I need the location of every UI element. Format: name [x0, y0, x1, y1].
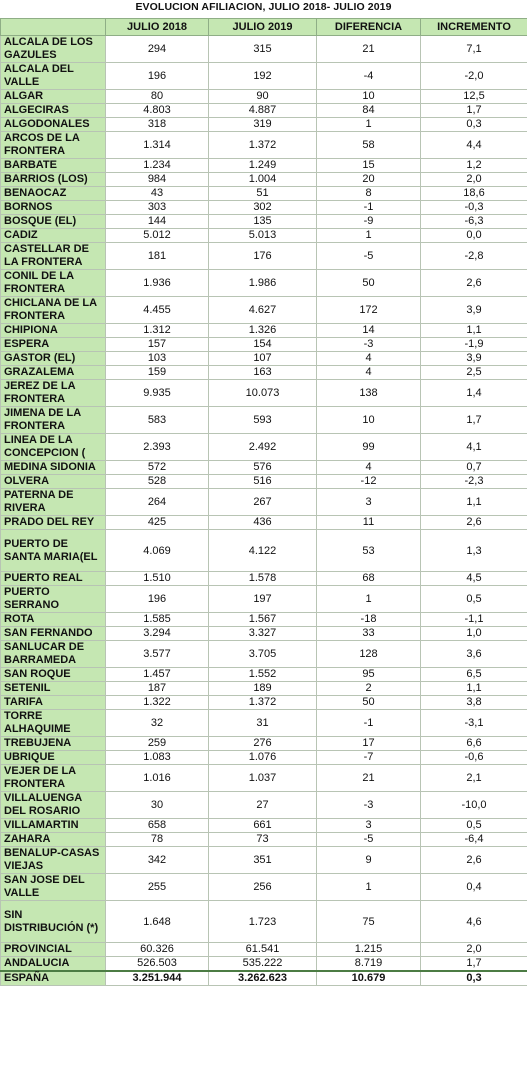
table-row — [1, 957, 527, 972]
increment-cell: 1,0 — [421, 627, 527, 641]
increment-cell: 1,7 — [421, 957, 527, 972]
increment-cell: 1,2 — [421, 159, 527, 173]
july-2018-cell: 528 — [106, 475, 209, 489]
increment-cell: -10,0 — [421, 792, 527, 819]
municipality-cell: BARRIOS (LOS) — [1, 173, 106, 187]
increment-cell: -0,6 — [421, 751, 527, 765]
difference-cell: 4 — [317, 366, 421, 380]
difference-cell: 75 — [317, 901, 421, 943]
july-2018-cell: 80 — [106, 90, 209, 104]
increment-cell: -2,8 — [421, 243, 527, 270]
increment-cell: 1,7 — [421, 407, 527, 434]
municipality-cell: TREBUJENA — [1, 737, 106, 751]
increment-cell: 3,9 — [421, 352, 527, 366]
increment-cell: 7,1 — [421, 36, 527, 63]
july-2019-cell: 107 — [209, 352, 317, 366]
july-2019-cell: 3.705 — [209, 641, 317, 668]
july-2019-cell: 176 — [209, 243, 317, 270]
july-2018-cell: 3.577 — [106, 641, 209, 668]
increment-cell: -3,1 — [421, 710, 527, 737]
july-2019-cell: 1.372 — [209, 132, 317, 159]
table-row — [1, 352, 527, 366]
increment-cell: 18,6 — [421, 187, 527, 201]
difference-cell: 10 — [317, 407, 421, 434]
increment-cell: 1,1 — [421, 489, 527, 516]
july-2018-cell: 2.393 — [106, 434, 209, 461]
difference-cell: 14 — [317, 324, 421, 338]
july-2018-cell: 303 — [106, 201, 209, 215]
table-row — [1, 243, 527, 270]
difference-cell: 58 — [317, 132, 421, 159]
municipality-cell: BORNOS — [1, 201, 106, 215]
july-2018-cell: 1.016 — [106, 765, 209, 792]
difference-cell: -5 — [317, 243, 421, 270]
total-july-2018-cell: 3.251.944 — [106, 971, 209, 986]
increment-cell: 3,6 — [421, 641, 527, 668]
july-2019-cell: 1.037 — [209, 765, 317, 792]
municipality-cell: ZAHARA — [1, 833, 106, 847]
july-2019-cell: 1.249 — [209, 159, 317, 173]
increment-cell: 0,3 — [421, 118, 527, 132]
municipality-cell: ARCOS DE LA FRONTERA — [1, 132, 106, 159]
municipality-cell: GRAZALEMA — [1, 366, 106, 380]
increment-cell: 1,1 — [421, 682, 527, 696]
table-row — [1, 696, 527, 710]
increment-cell: -1,1 — [421, 613, 527, 627]
difference-cell: -12 — [317, 475, 421, 489]
table-row — [1, 627, 527, 641]
july-2018-cell: 144 — [106, 215, 209, 229]
difference-cell: -3 — [317, 338, 421, 352]
table-row — [1, 132, 527, 159]
july-2019-cell: 189 — [209, 682, 317, 696]
table-row — [1, 270, 527, 297]
difference-cell: 8.719 — [317, 957, 421, 972]
difference-cell: 21 — [317, 36, 421, 63]
table-row — [1, 765, 527, 792]
table-row — [1, 833, 527, 847]
municipality-cell: CHICLANA DE LA FRONTERA — [1, 297, 106, 324]
increment-cell: 2,0 — [421, 943, 527, 957]
difference-cell: 15 — [317, 159, 421, 173]
july-2019-cell: 4.627 — [209, 297, 317, 324]
table-row — [1, 63, 527, 90]
table-row — [1, 215, 527, 229]
july-2018-cell: 103 — [106, 352, 209, 366]
july-2019-cell: 2.492 — [209, 434, 317, 461]
increment-cell: 2,6 — [421, 270, 527, 297]
july-2019-cell: 90 — [209, 90, 317, 104]
increment-cell: -1,9 — [421, 338, 527, 352]
header-municipality — [1, 19, 106, 36]
header-july-2018: JULIO 2018 — [106, 19, 209, 36]
municipality-cell: CASTELLAR DE LA FRONTERA — [1, 243, 106, 270]
difference-cell: 138 — [317, 380, 421, 407]
july-2018-cell: 4.069 — [106, 530, 209, 572]
table-row — [1, 338, 527, 352]
july-2018-cell: 1.083 — [106, 751, 209, 765]
july-2018-cell: 1.314 — [106, 132, 209, 159]
difference-cell: 3 — [317, 489, 421, 516]
municipality-cell: SETENIL — [1, 682, 106, 696]
july-2019-cell: 5.013 — [209, 229, 317, 243]
increment-cell: 1,1 — [421, 324, 527, 338]
july-2018-cell: 255 — [106, 874, 209, 901]
july-2018-cell: 572 — [106, 461, 209, 475]
header-row — [1, 19, 527, 36]
july-2019-cell: 3.327 — [209, 627, 317, 641]
difference-cell: 3 — [317, 819, 421, 833]
july-2019-cell: 4.122 — [209, 530, 317, 572]
difference-cell: -9 — [317, 215, 421, 229]
difference-cell: 53 — [317, 530, 421, 572]
difference-cell: 8 — [317, 187, 421, 201]
difference-cell: 128 — [317, 641, 421, 668]
difference-cell: 172 — [317, 297, 421, 324]
municipality-cell: PROVINCIAL — [1, 943, 106, 957]
municipality-cell: UBRIQUE — [1, 751, 106, 765]
july-2019-cell: 192 — [209, 63, 317, 90]
table-row — [1, 572, 527, 586]
table-row — [1, 475, 527, 489]
table-row — [1, 668, 527, 682]
july-2019-cell: 256 — [209, 874, 317, 901]
difference-cell: -5 — [317, 833, 421, 847]
increment-cell: 2,5 — [421, 366, 527, 380]
july-2019-cell: 1.723 — [209, 901, 317, 943]
municipality-cell: GASTOR (EL) — [1, 352, 106, 366]
july-2019-cell: 436 — [209, 516, 317, 530]
total-difference-cell: 10.679 — [317, 971, 421, 986]
july-2019-cell: 1.578 — [209, 572, 317, 586]
difference-cell: -1 — [317, 201, 421, 215]
july-2019-cell: 267 — [209, 489, 317, 516]
july-2019-cell: 1.326 — [209, 324, 317, 338]
municipality-cell: SAN FERNANDO — [1, 627, 106, 641]
july-2019-cell: 197 — [209, 586, 317, 613]
table-row — [1, 229, 527, 243]
july-2018-cell: 342 — [106, 847, 209, 874]
total-row — [1, 971, 527, 986]
july-2019-cell: 51 — [209, 187, 317, 201]
july-2019-cell: 319 — [209, 118, 317, 132]
municipality-cell: ANDALUCIA — [1, 957, 106, 972]
municipality-cell: BENALUP-CASAS VIEJAS — [1, 847, 106, 874]
increment-cell: 0,4 — [421, 874, 527, 901]
july-2018-cell: 1.312 — [106, 324, 209, 338]
july-2019-cell: 154 — [209, 338, 317, 352]
table-row — [1, 187, 527, 201]
table-row — [1, 324, 527, 338]
increment-cell: -2,3 — [421, 475, 527, 489]
increment-cell: 6,5 — [421, 668, 527, 682]
increment-cell: 0,5 — [421, 819, 527, 833]
increment-cell: 1,3 — [421, 530, 527, 572]
july-2018-cell: 196 — [106, 586, 209, 613]
table-row — [1, 159, 527, 173]
july-2018-cell: 264 — [106, 489, 209, 516]
table-row — [1, 819, 527, 833]
july-2019-cell: 661 — [209, 819, 317, 833]
july-2018-cell: 60.326 — [106, 943, 209, 957]
july-2018-cell: 1.585 — [106, 613, 209, 627]
difference-cell: 1 — [317, 874, 421, 901]
table-row — [1, 901, 527, 943]
header-increment: INCREMENTO — [421, 19, 527, 36]
increment-cell: -2,0 — [421, 63, 527, 90]
july-2018-cell: 1.457 — [106, 668, 209, 682]
difference-cell: 10 — [317, 90, 421, 104]
july-2019-cell: 1.004 — [209, 173, 317, 187]
increment-cell: 6,6 — [421, 737, 527, 751]
difference-cell: 50 — [317, 270, 421, 297]
difference-cell: 33 — [317, 627, 421, 641]
increment-cell: 2,0 — [421, 173, 527, 187]
page-title: EVOLUCION AFILIACION, JULIO 2018- JULIO 2019 — [135, 1, 392, 13]
municipality-cell: PUERTO REAL — [1, 572, 106, 586]
difference-cell: 20 — [317, 173, 421, 187]
difference-cell: 4 — [317, 461, 421, 475]
increment-cell: 4,5 — [421, 572, 527, 586]
increment-cell: 1,4 — [421, 380, 527, 407]
july-2019-cell: 135 — [209, 215, 317, 229]
difference-cell: -7 — [317, 751, 421, 765]
increment-cell: 3,8 — [421, 696, 527, 710]
july-2018-cell: 1.936 — [106, 270, 209, 297]
increment-cell: 2,1 — [421, 765, 527, 792]
july-2019-cell: 61.541 — [209, 943, 317, 957]
table-row — [1, 943, 527, 957]
table-row — [1, 530, 527, 572]
table-row — [1, 874, 527, 901]
affiliation-table — [0, 18, 527, 986]
difference-cell: 50 — [317, 696, 421, 710]
july-2018-cell: 1.234 — [106, 159, 209, 173]
table-row — [1, 297, 527, 324]
july-2019-cell: 1.567 — [209, 613, 317, 627]
july-2019-cell: 1.372 — [209, 696, 317, 710]
july-2018-cell: 196 — [106, 63, 209, 90]
july-2018-cell: 4.803 — [106, 104, 209, 118]
municipality-cell: ALCALA DEL VALLE — [1, 63, 106, 90]
table-row — [1, 516, 527, 530]
increment-cell: 0,7 — [421, 461, 527, 475]
difference-cell: 95 — [317, 668, 421, 682]
municipality-cell: ROTA — [1, 613, 106, 627]
july-2019-cell: 4.887 — [209, 104, 317, 118]
difference-cell: -4 — [317, 63, 421, 90]
municipality-cell: CADIZ — [1, 229, 106, 243]
july-2018-cell: 187 — [106, 682, 209, 696]
table-row — [1, 792, 527, 819]
table-row — [1, 489, 527, 516]
difference-cell: -18 — [317, 613, 421, 627]
july-2018-cell: 5.012 — [106, 229, 209, 243]
table-row — [1, 118, 527, 132]
increment-cell: 12,5 — [421, 90, 527, 104]
july-2019-cell: 1.986 — [209, 270, 317, 297]
july-2018-cell: 3.294 — [106, 627, 209, 641]
increment-cell: 2,6 — [421, 516, 527, 530]
july-2019-cell: 27 — [209, 792, 317, 819]
july-2018-cell: 425 — [106, 516, 209, 530]
difference-cell: 99 — [317, 434, 421, 461]
july-2018-cell: 30 — [106, 792, 209, 819]
table-row — [1, 847, 527, 874]
table-row — [1, 613, 527, 627]
table-row — [1, 641, 527, 668]
municipality-cell: PATERNA DE RIVERA — [1, 489, 106, 516]
table-row — [1, 586, 527, 613]
increment-cell: 4,6 — [421, 901, 527, 943]
municipality-cell: VEJER DE LA FRONTERA — [1, 765, 106, 792]
municipality-cell: VILLALUENGA DEL ROSARIO — [1, 792, 106, 819]
difference-cell: 1 — [317, 229, 421, 243]
difference-cell: 17 — [317, 737, 421, 751]
table-row — [1, 737, 527, 751]
increment-cell: 3,9 — [421, 297, 527, 324]
table-row — [1, 380, 527, 407]
increment-cell: 4,1 — [421, 434, 527, 461]
municipality-cell: SIN DISTRIBUCIÓN (*) — [1, 901, 106, 943]
increment-cell: 0,0 — [421, 229, 527, 243]
difference-cell: 1.215 — [317, 943, 421, 957]
table-body — [1, 36, 527, 986]
july-2018-cell: 32 — [106, 710, 209, 737]
july-2018-cell: 9.935 — [106, 380, 209, 407]
difference-cell: 4 — [317, 352, 421, 366]
municipality-cell: BARBATE — [1, 159, 106, 173]
increment-cell: 1,7 — [421, 104, 527, 118]
municipality-cell: TARIFA — [1, 696, 106, 710]
july-2018-cell: 43 — [106, 187, 209, 201]
municipality-cell: JEREZ DE LA FRONTERA — [1, 380, 106, 407]
municipality-cell: CHIPIONA — [1, 324, 106, 338]
july-2018-cell: 159 — [106, 366, 209, 380]
municipality-cell: ALGODONALES — [1, 118, 106, 132]
difference-cell: 21 — [317, 765, 421, 792]
municipality-cell: ALCALA DE LOS GAZULES — [1, 36, 106, 63]
july-2019-cell: 315 — [209, 36, 317, 63]
july-2018-cell: 4.455 — [106, 297, 209, 324]
table-row — [1, 751, 527, 765]
july-2018-cell: 181 — [106, 243, 209, 270]
difference-cell: 1 — [317, 586, 421, 613]
july-2019-cell: 593 — [209, 407, 317, 434]
municipality-cell: BENAOCAZ — [1, 187, 106, 201]
july-2018-cell: 78 — [106, 833, 209, 847]
increment-cell: 4,4 — [421, 132, 527, 159]
july-2018-cell: 583 — [106, 407, 209, 434]
table-row — [1, 201, 527, 215]
difference-cell: -1 — [317, 710, 421, 737]
municipality-cell: LINEA DE LA CONCEPCION ( — [1, 434, 106, 461]
july-2019-cell: 10.073 — [209, 380, 317, 407]
difference-cell: 84 — [317, 104, 421, 118]
municipality-cell: ESPERA — [1, 338, 106, 352]
july-2019-cell: 351 — [209, 847, 317, 874]
difference-cell: 1 — [317, 118, 421, 132]
municipality-cell: BOSQUE (EL) — [1, 215, 106, 229]
july-2018-cell: 1.648 — [106, 901, 209, 943]
table-row — [1, 407, 527, 434]
july-2019-cell: 73 — [209, 833, 317, 847]
table-row — [1, 173, 527, 187]
table-row — [1, 461, 527, 475]
difference-cell: 2 — [317, 682, 421, 696]
municipality-cell: CONIL DE LA FRONTERA — [1, 270, 106, 297]
july-2018-cell: 1.322 — [106, 696, 209, 710]
difference-cell: 68 — [317, 572, 421, 586]
table-row — [1, 36, 527, 63]
july-2019-cell: 302 — [209, 201, 317, 215]
july-2019-cell: 31 — [209, 710, 317, 737]
table-row — [1, 90, 527, 104]
july-2019-cell: 163 — [209, 366, 317, 380]
municipality-cell: SAN JOSE DEL VALLE — [1, 874, 106, 901]
total-increment-cell: 0,3 — [421, 971, 527, 986]
increment-cell: -6,3 — [421, 215, 527, 229]
total-july-2019-cell: 3.262.623 — [209, 971, 317, 986]
july-2018-cell: 318 — [106, 118, 209, 132]
municipality-cell: TORRE ALHAQUIME — [1, 710, 106, 737]
table-row — [1, 682, 527, 696]
july-2018-cell: 1.510 — [106, 572, 209, 586]
municipality-cell: VILLAMARTIN — [1, 819, 106, 833]
table-row — [1, 104, 527, 118]
header-difference: DIFERENCIA — [317, 19, 421, 36]
municipality-cell: ALGAR — [1, 90, 106, 104]
municipality-cell: OLVERA — [1, 475, 106, 489]
increment-cell: 0,5 — [421, 586, 527, 613]
july-2019-cell: 576 — [209, 461, 317, 475]
increment-cell: 2,6 — [421, 847, 527, 874]
july-2019-cell: 1.076 — [209, 751, 317, 765]
difference-cell: -3 — [317, 792, 421, 819]
july-2018-cell: 984 — [106, 173, 209, 187]
july-2018-cell: 259 — [106, 737, 209, 751]
municipality-cell: JIMENA DE LA FRONTERA — [1, 407, 106, 434]
total-name-cell: ESPAÑA — [1, 971, 106, 986]
municipality-cell: PUERTO DE SANTA MARIA(EL — [1, 530, 106, 572]
july-2019-cell: 535.222 — [209, 957, 317, 972]
table-row — [1, 434, 527, 461]
difference-cell: 9 — [317, 847, 421, 874]
municipality-cell: MEDINA SIDONIA — [1, 461, 106, 475]
table-row — [1, 710, 527, 737]
july-2019-cell: 1.552 — [209, 668, 317, 682]
july-2019-cell: 516 — [209, 475, 317, 489]
increment-cell: -0,3 — [421, 201, 527, 215]
municipality-cell: SAN ROQUE — [1, 668, 106, 682]
july-2018-cell: 526.503 — [106, 957, 209, 972]
municipality-cell: PUERTO SERRANO — [1, 586, 106, 613]
table-row — [1, 366, 527, 380]
municipality-cell: PRADO DEL REY — [1, 516, 106, 530]
municipality-cell: ALGECIRAS — [1, 104, 106, 118]
difference-cell: 11 — [317, 516, 421, 530]
july-2019-cell: 276 — [209, 737, 317, 751]
july-2018-cell: 658 — [106, 819, 209, 833]
july-2018-cell: 294 — [106, 36, 209, 63]
municipality-cell: SANLUCAR DE BARRAMEDA — [1, 641, 106, 668]
increment-cell: -6,4 — [421, 833, 527, 847]
header-july-2019: JULIO 2019 — [209, 19, 317, 36]
july-2018-cell: 157 — [106, 338, 209, 352]
